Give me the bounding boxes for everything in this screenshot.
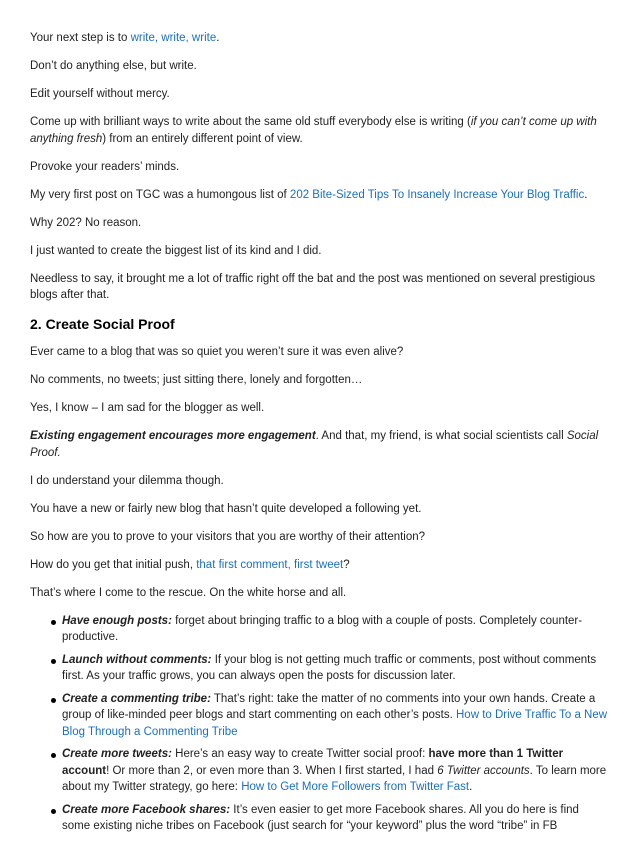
emphasis-text: Existing engagement encourages more engagement [30,430,316,442]
paragraph: I just wanted to create the biggest list of its kind and I did. [30,244,322,257]
list-item-text: forget about bringing traffic to a blog with a couple of posts. Completely counter-productive. [62,614,583,643]
text: . [216,32,220,44]
list-item-text: . To learn more about my Twitter strategy, go here: [62,764,607,793]
list-item-label: Have enough posts: [62,614,172,627]
first-comment-link[interactable]: that first comment, first tweet [196,558,344,571]
text: Come up with brilliant ways to write about the same old stuff everybody else is writing ( [30,116,471,128]
text: . [584,188,588,201]
paragraph [30,30,610,47]
paragraph: I do understand your dilemma though. [30,474,224,487]
italic-text: Social Proof. [30,430,599,459]
list-item-label: Create more tweets: [62,748,172,760]
list-item-label: Launch without comments: [62,653,212,666]
commenting-tribe-link[interactable]: How to Drive Traffic To a New Blog Through a Commenting Tribe [62,709,608,738]
text: . And that, my friend, is what social scientists call [315,430,567,442]
list-item-text: ! Or more than 2, or even more than 3. When I first started, I had [106,764,438,777]
list-item-text: If your blog is not getting much traffic or comments, post without comments first. As your traffic grows, you can always open the posts for discussion later. [62,653,597,682]
list-item-text: . [469,781,473,793]
paragraph: Provoke your readers’ minds. [30,160,180,173]
bold-text: have more than 1 Twitter account [62,748,564,777]
paragraph: Edit yourself without mercy. [30,88,170,100]
twitter-followers-link[interactable]: How to Get More Followers from Twitter Fast [241,781,470,793]
paragraph: Yes, I know – I am sad for the blogger as well. [30,402,265,414]
list-item [62,613,610,646]
italic-text: if you can’t come up with anything fresh [30,116,597,145]
text: How do you get that initial push, [30,558,197,571]
text: ) from an entirely different point of view. [102,132,303,145]
paragraph [30,187,610,204]
paragraph [30,114,610,147]
list-item-label: Create a commenting tribe: [62,692,211,705]
list-item [62,802,610,835]
paragraph: Needless to say, it brought me a lot of traffic right off the bat and the post was mentioned on several prestigious blogs after that. [30,272,596,301]
paragraph: Why 202? No reason. [30,216,142,229]
list-item-text: It’s even easier to get more Facebook shares. All you do here is find some existing niche tribes on Facebook (just search for “your keyword” plus the word “tribe” in FB [62,803,579,832]
tips-list [30,613,610,835]
italic-text: 6 Twitter accounts [437,764,530,777]
paragraph: Ever came to a blog that was so quiet you weren’t sure it was even alive? [30,346,404,358]
paragraph: No comments, no tweets; just sitting there, lonely and forgotten… [30,374,363,386]
list-item [62,652,610,685]
text: My very first post on TGC was a humongous list of [30,188,290,201]
list-item [62,691,610,741]
list-item [62,746,610,796]
paragraph [30,557,610,574]
text: Your next step is to [30,32,131,44]
paragraph: That’s where I come to the rescue. On the white horse and all. [30,586,347,599]
paragraph: So how are you to prove to your visitors that you are worthy of their attention? [30,530,426,543]
list-item-label: Create more Facebook shares: [62,803,231,816]
document-page [30,30,610,841]
list-item-text: That’s right: take the matter of no comments into your own hands. Create a group of like-minded peer blogs and start commenting on each other’s posts. [62,692,596,721]
paragraph [30,428,610,461]
text: ? [343,558,350,571]
paragraph: You have a new or fairly new blog that hasn’t quite developed a following yet. [30,502,422,515]
section-heading: 2. Create Social Proof [30,316,175,332]
write-link[interactable]: write, write, write [130,32,217,44]
list-item-text: Here’s an easy way to create Twitter social proof: [171,748,429,760]
paragraph: Don’t do anything else, but write. [30,60,197,72]
tips-post-link[interactable]: 202 Bite-Sized Tips To Insanely Increase Your Blog Traffic [289,188,585,201]
